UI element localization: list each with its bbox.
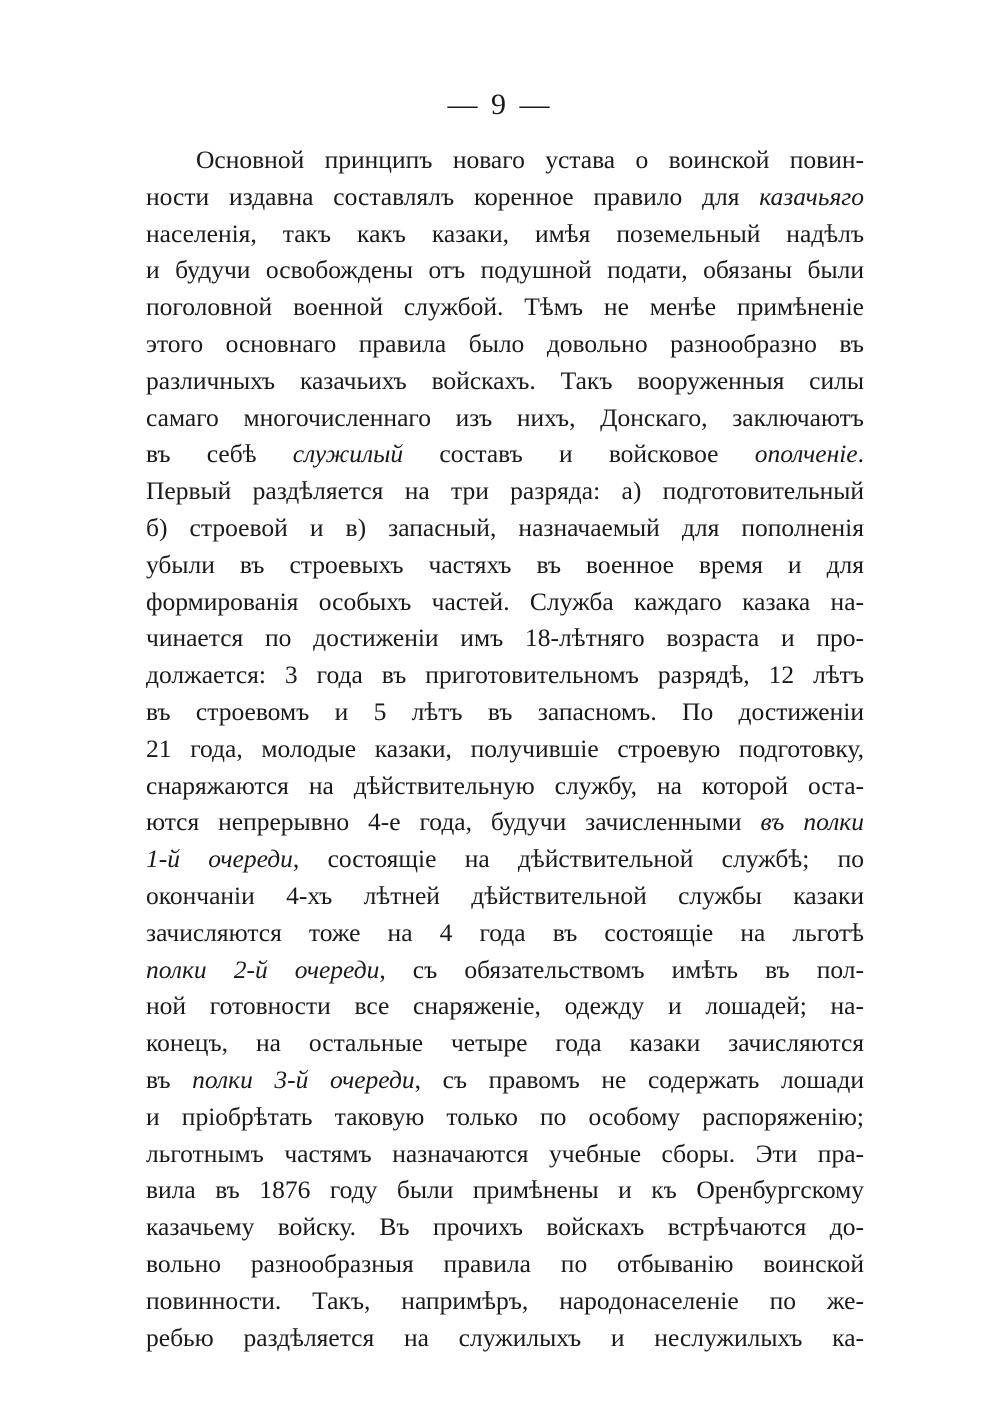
text-line bbox=[146, 841, 864, 878]
text-line bbox=[146, 731, 864, 768]
italic-phrase: казачьяго bbox=[759, 181, 864, 211]
text-line bbox=[146, 657, 864, 694]
text-segment: , состоящіе на дѣйствительной службѣ; по bbox=[292, 844, 864, 874]
text-line bbox=[146, 473, 864, 510]
text-line bbox=[146, 436, 864, 473]
text-line bbox=[146, 1246, 864, 1283]
text-segment: конецъ, на остальные четыре года казаки зачисляются bbox=[146, 1028, 864, 1058]
text-line bbox=[146, 216, 864, 253]
text-line bbox=[146, 1172, 864, 1209]
text-line bbox=[146, 804, 864, 841]
text-segment: ются непрерывно 4-е года, будучи зачисленными bbox=[146, 807, 761, 837]
text-segment: самаго многочисленнаго изъ нихъ, Донскаго, заключаютъ bbox=[146, 402, 864, 432]
text-segment: и будучи освобождены отъ подушной подати, обязаны были bbox=[146, 255, 864, 285]
text-segment: ности издавна составлялъ коренное правило для bbox=[146, 181, 760, 211]
text-segment: Основной принципъ новаго устава о воинской повин- bbox=[196, 145, 864, 174]
text-segment: окончаніи 4-хъ лѣтней дѣйствительной службы казаки bbox=[146, 880, 864, 910]
text-segment: казачьему войску. Въ прочихъ войскахъ встрѣчаются до- bbox=[146, 1212, 864, 1242]
text-line bbox=[146, 1099, 864, 1136]
text-segment: формированія особыхъ частей. Служба каждаго казака на- bbox=[146, 586, 864, 616]
text-line bbox=[146, 584, 864, 621]
text-segment: составъ и войсковое bbox=[403, 439, 755, 469]
text-line bbox=[146, 915, 864, 952]
text-segment: различныхъ казачьихъ войскахъ. Такъ вооруженныя силы bbox=[146, 365, 864, 395]
text-line bbox=[146, 1209, 864, 1246]
italic-phrase: полки 2-й очереди bbox=[146, 954, 380, 984]
text-line bbox=[146, 768, 864, 805]
text-segment: , съ правомъ не содержать лошади bbox=[414, 1064, 864, 1094]
text-segment: льготнымъ частямъ назначаются учебные сборы. Эти пра- bbox=[146, 1138, 864, 1168]
text-segment: вольно разнообразныя правила по отбыванію воинской bbox=[146, 1248, 864, 1278]
text-segment: . bbox=[857, 439, 864, 469]
text-segment: убыли въ строевыхъ частяхъ въ военное время и для bbox=[146, 549, 864, 579]
text-line bbox=[146, 620, 864, 657]
text-line bbox=[146, 1320, 864, 1357]
text-segment: зачисляются тоже на 4 года въ состоящіе на льготѣ bbox=[146, 917, 864, 947]
text-line bbox=[146, 363, 864, 400]
text-line bbox=[146, 694, 864, 731]
text-segment: повинности. Такъ, напримѣръ, народонаселеніе по же- bbox=[146, 1285, 864, 1315]
text-line bbox=[146, 1062, 864, 1099]
text-line bbox=[146, 988, 864, 1025]
text-line bbox=[146, 510, 864, 547]
text-line bbox=[146, 547, 864, 584]
text-segment: чинается по достиженіи имъ 18-лѣтняго возраста и про- bbox=[146, 623, 864, 653]
text-segment: б) строевой и в) запасный, назначаемый для пополненія bbox=[146, 512, 864, 542]
body-text bbox=[146, 142, 864, 1356]
text-line bbox=[146, 289, 864, 326]
text-line bbox=[146, 1283, 864, 1320]
text-segment: въ строевомъ и 5 лѣтъ въ запасномъ. По достиженіи bbox=[146, 696, 864, 726]
text-segment: въ bbox=[146, 1064, 193, 1094]
italic-phrase: полки 3-й очереди bbox=[192, 1064, 415, 1094]
text-line bbox=[146, 142, 864, 179]
text-segment: населенія, такъ какъ казаки, имѣя поземельный надѣлъ bbox=[146, 218, 864, 248]
text-line bbox=[146, 952, 864, 989]
italic-phrase: служилый bbox=[292, 439, 404, 469]
page-number: — 9 — bbox=[447, 88, 553, 121]
text-line bbox=[146, 1136, 864, 1173]
text-segment: снаряжаются на дѣйствительную службу, на которой оста- bbox=[146, 770, 864, 800]
text-segment: поголовной военной службой. Тѣмъ не менѣе примѣненіе bbox=[146, 292, 864, 322]
text-segment: этого основнаго правила было довольно разнообразно въ bbox=[146, 328, 864, 358]
text-segment: и пріобрѣтать таковую только по особому распоряженію; bbox=[146, 1101, 864, 1131]
text-segment: Первый раздѣляется на три разряда: а) подготовительный bbox=[146, 476, 864, 506]
text-segment: вила въ 1876 году были примѣнены и къ Оренбургскому bbox=[146, 1175, 864, 1205]
text-segment: , съ обязательствомъ имѣть въ пол- bbox=[379, 954, 864, 984]
text-segment: должается: 3 года въ приготовительномъ разрядѣ, 12 лѣтъ bbox=[146, 660, 864, 690]
text-line bbox=[146, 326, 864, 363]
text-segment: ной готовности все снаряженіе, одежду и лошадей; на- bbox=[146, 991, 864, 1021]
text-line bbox=[146, 400, 864, 437]
text-segment: ребью раздѣляется на служилыхъ и неслужилыхъ ка- bbox=[146, 1322, 864, 1352]
text-line bbox=[146, 252, 864, 289]
italic-phrase: въ полки bbox=[760, 807, 864, 837]
text-segment: 21 года, молодые казаки, получившіе строевую подготовку, bbox=[146, 733, 864, 763]
text-line bbox=[146, 878, 864, 915]
italic-phrase: ополченіе bbox=[754, 439, 858, 469]
text-segment: въ себѣ bbox=[146, 439, 293, 469]
text-line bbox=[146, 1025, 864, 1062]
text-line bbox=[146, 179, 864, 216]
italic-phrase: 1-й очереди bbox=[146, 844, 293, 874]
